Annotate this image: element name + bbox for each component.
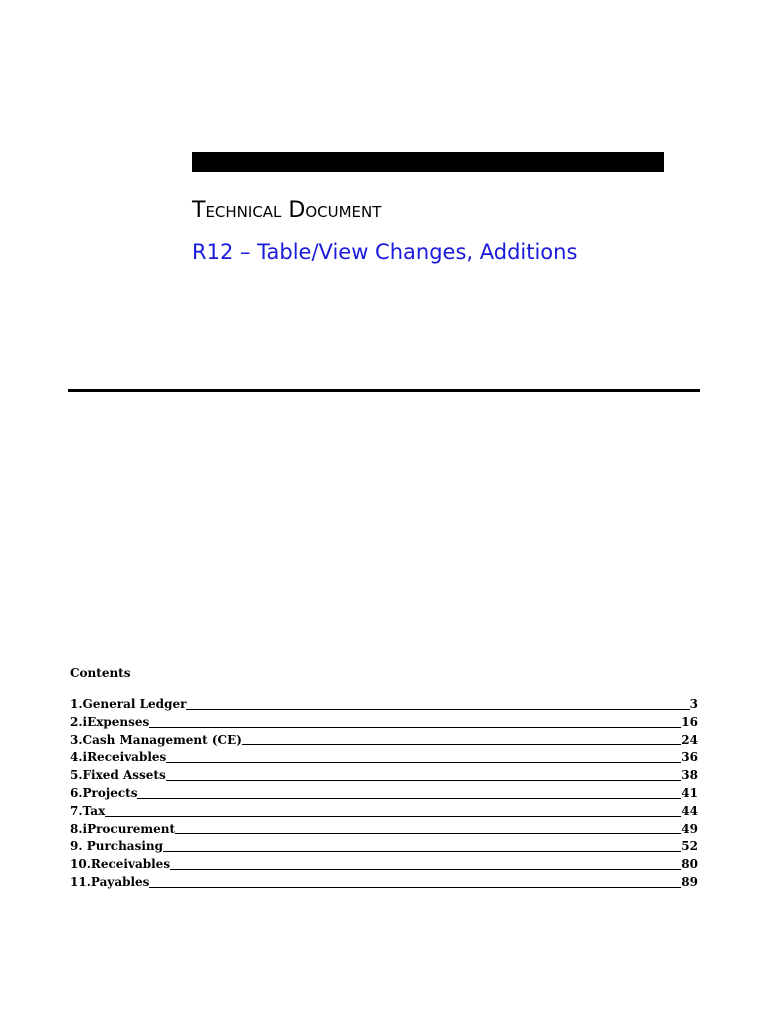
horizontal-rule (68, 389, 700, 392)
toc-label: 11.Payables (70, 874, 150, 889)
toc-entry-projects[interactable] (70, 785, 698, 803)
toc-leader-line (166, 761, 681, 763)
header-black-bar (192, 152, 664, 172)
toc-label: 10.Receivables (70, 857, 171, 872)
toc-entry-general-ledger[interactable] (70, 696, 698, 714)
contents-heading: Contents (70, 666, 131, 680)
toc-entry-cash-management[interactable] (70, 732, 698, 750)
toc-entry-purchasing[interactable] (70, 838, 698, 856)
toc-leader-line (163, 850, 681, 852)
toc-label: 8.iProcurement (70, 821, 176, 836)
toc-label: 2.iExpenses (70, 714, 150, 729)
toc-entry-iexpenses[interactable] (70, 714, 698, 732)
toc-leader-line (105, 815, 681, 817)
toc-page-number: 49 (681, 821, 698, 836)
toc-page-number: 52 (681, 839, 698, 854)
toc-entry-ireceivables[interactable] (70, 749, 698, 767)
toc-entry-receivables[interactable] (70, 856, 698, 874)
toc-page-number: 38 (681, 768, 698, 783)
toc-entry-payables[interactable] (70, 874, 698, 892)
toc-page-number: 36 (681, 750, 698, 765)
toc-label: 1.General Ledger (70, 697, 187, 711)
toc-label: 5.Fixed Assets (70, 768, 166, 783)
toc-label: 9. Purchasing (70, 839, 164, 854)
toc-page-number: 24 (681, 732, 698, 747)
toc-page-number: 16 (681, 714, 698, 729)
toc-leader-line (175, 832, 681, 834)
toc-page-number: 80 (681, 857, 698, 872)
toc-label: 4.iReceivables (70, 750, 167, 765)
document-title: R12 – Table/View Changes, Additions (192, 240, 578, 264)
toc-leader-line (149, 886, 681, 888)
toc-page-number: 89 (681, 874, 698, 889)
toc-entry-tax[interactable] (70, 803, 698, 821)
toc-leader-line (166, 779, 682, 781)
table-of-contents (70, 696, 698, 892)
toc-leader-line (170, 868, 681, 870)
toc-entry-fixed-assets[interactable] (70, 767, 698, 785)
toc-entry-iprocurement[interactable] (70, 821, 698, 839)
toc-leader-line (137, 797, 681, 799)
toc-label: 6.Projects (70, 785, 138, 800)
document-type: Technical Document (192, 198, 382, 223)
toc-leader-line (149, 726, 681, 728)
toc-page-number: 3 (689, 697, 698, 711)
toc-leader-line (242, 743, 681, 745)
toc-page-number: 44 (681, 803, 698, 818)
toc-page-number: 41 (681, 785, 698, 800)
toc-label: 3.Cash Management (CE) (70, 732, 242, 747)
toc-label: 7.Tax (70, 803, 106, 818)
toc-leader-line (186, 708, 689, 710)
